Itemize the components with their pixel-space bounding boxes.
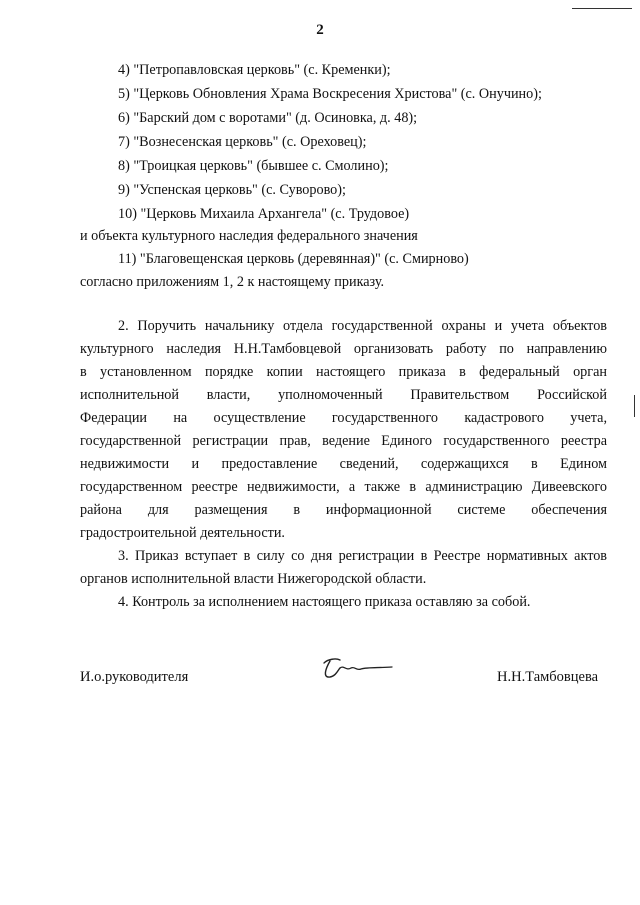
paragraph-3-line: органов исполнительной власти Нижегородской области. [80, 571, 427, 587]
paragraph-2-line: государственном реестре недвижимости, а также в администрацию Дивеевского [80, 479, 607, 495]
paragraph-2-line: 2. Поручить начальнику отдела государственной охраны и учета объектов [118, 318, 607, 334]
paragraph-3-line: 3. Приказ вступает в силу со дня регистрации в Реестре нормативных актов [118, 548, 607, 564]
paragraph-2-line: в установленном порядке копии настоящего приказа в федеральный орган [80, 364, 607, 380]
list-item: 4) "Петропавловская церковь" (с. Кременки); [118, 62, 391, 78]
paragraph-2-line: района для размещения в информационной системе обеспечения [80, 502, 607, 518]
page-number: 2 [316, 22, 324, 38]
list-item: 6) "Барский дом с воротами" (д. Осиновка, д. 48); [118, 110, 418, 126]
paragraph-2-line: государственной регистрации прав, ведение Единого государственного реестра [80, 433, 607, 449]
list-item: 5) "Церковь Обновления Храма Воскресения Христова" (с. Онучино); [118, 86, 542, 102]
scan-edge-mark-top [572, 8, 632, 9]
federal-heading: и объекта культурного наследия федерального значения [80, 228, 418, 244]
list-item: 9) "Успенская церковь" (с. Суворово); [118, 182, 346, 198]
list-item: 10) "Церковь Михаила Архангела" (с. Трудовое) [118, 206, 410, 222]
signatory-role: И.о.руководителя [80, 669, 189, 685]
paragraph-2-line: градостроительной деятельности. [80, 525, 285, 541]
paragraph-2-line: культурного наследия Н.Н.Тамбовцевой организовать работу по направлению [80, 341, 607, 357]
paragraph-4: 4. Контроль за исполнением настоящего приказа оставляю за собой. [118, 594, 531, 610]
federal-list-item: 11) "Благовещенская церковь (деревянная)" (с. Смирново) [118, 251, 469, 267]
annex-reference: согласно приложениям 1, 2 к настоящему приказу. [80, 274, 385, 290]
signatory-name: Н.Н.Тамбовцева [497, 669, 599, 685]
list-item: 7) "Вознесенская церковь" (с. Ореховец); [118, 134, 367, 150]
list-item: 8) "Троицкая церковь" (бывшее с. Смолино); [118, 158, 389, 174]
scan-edge-mark-right [634, 395, 635, 417]
paragraph-2-line: исполнительной власти, уполномоченный Правительством Российской [80, 387, 607, 403]
paragraph-2-line: Федерации на осуществление государственного кадастрового учета, [80, 410, 607, 426]
paragraph-2-line: недвижимости и предоставление сведений, содержащихся в Едином [80, 456, 607, 472]
handwritten-signature [318, 656, 398, 691]
